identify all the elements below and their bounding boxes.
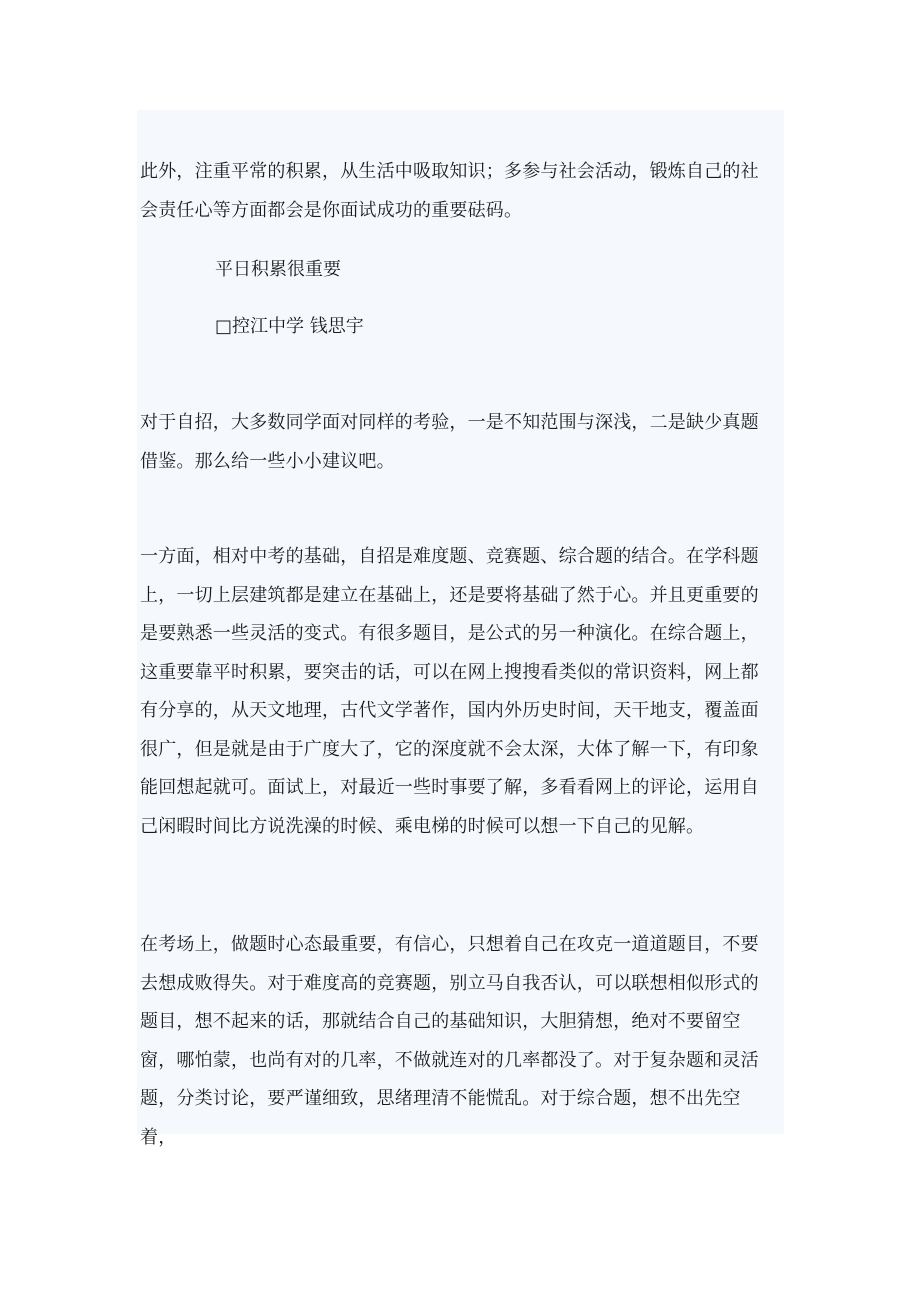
author-byline: □控江中学 钱思宇 [215,316,364,337]
paragraph-intro: 对于自招，大多数同学面对同样的考验，一是不知范围与深浅，二是缺少真题借鉴。那么给一些小小建议吧。 [140,412,759,472]
section-title: 平日积累很重要 [215,259,341,280]
paragraph-exam-tips: 在考场上，做题时心态最重要，有信心，只想着自己在攻克一道道题目，不要去想成败得失。对于难度高的竞赛题，别立马自我否认，可以联想相似形式的题目，想不起来的话，那就结合自己的基础知识，大胆猜想，绝对不要留空窗，哪怕蒙，也尚有对的几率，不做就连对的几率都没了。对于复杂题和灵活题，分类讨论，要严谨细致，思绪理清不能慌乱。对于综合题，想不出先空着， [140,934,759,1148]
paragraph-preparation: 一方面，相对中考的基础，自招是难度题、竞赛题、综合题的结合。在学科题上，一切上层建筑都是建立在基础上，还是要将基础了然于心。并且更重要的是要熟悉一些灵活的变式。有很多题目，是公式的另一种演化。在综合题上，这重要靠平时积累，要突击的话，可以在网上搜搜看类似的常识资料，网上都有分享的，从天文地理，古代文学著作，国内外历史时间，天干地支，覆盖面很广，但是就是由于广度大了，它的深度就不会太深，大体了解一下，有印象能回想起就可。面试上，对最近一些时事要了解，多看看网上的评论，运用自己闲暇时间比方说洗澡的时候、乘电梯的时候可以想一下自己的见解。 [140,546,759,837]
paragraph-accumulation: 此外，注重平常的积累，从生活中吸取知识；多参与社会活动，锻炼自己的社会责任心等方面都会是你面试成功的重要砝码。 [140,161,759,221]
